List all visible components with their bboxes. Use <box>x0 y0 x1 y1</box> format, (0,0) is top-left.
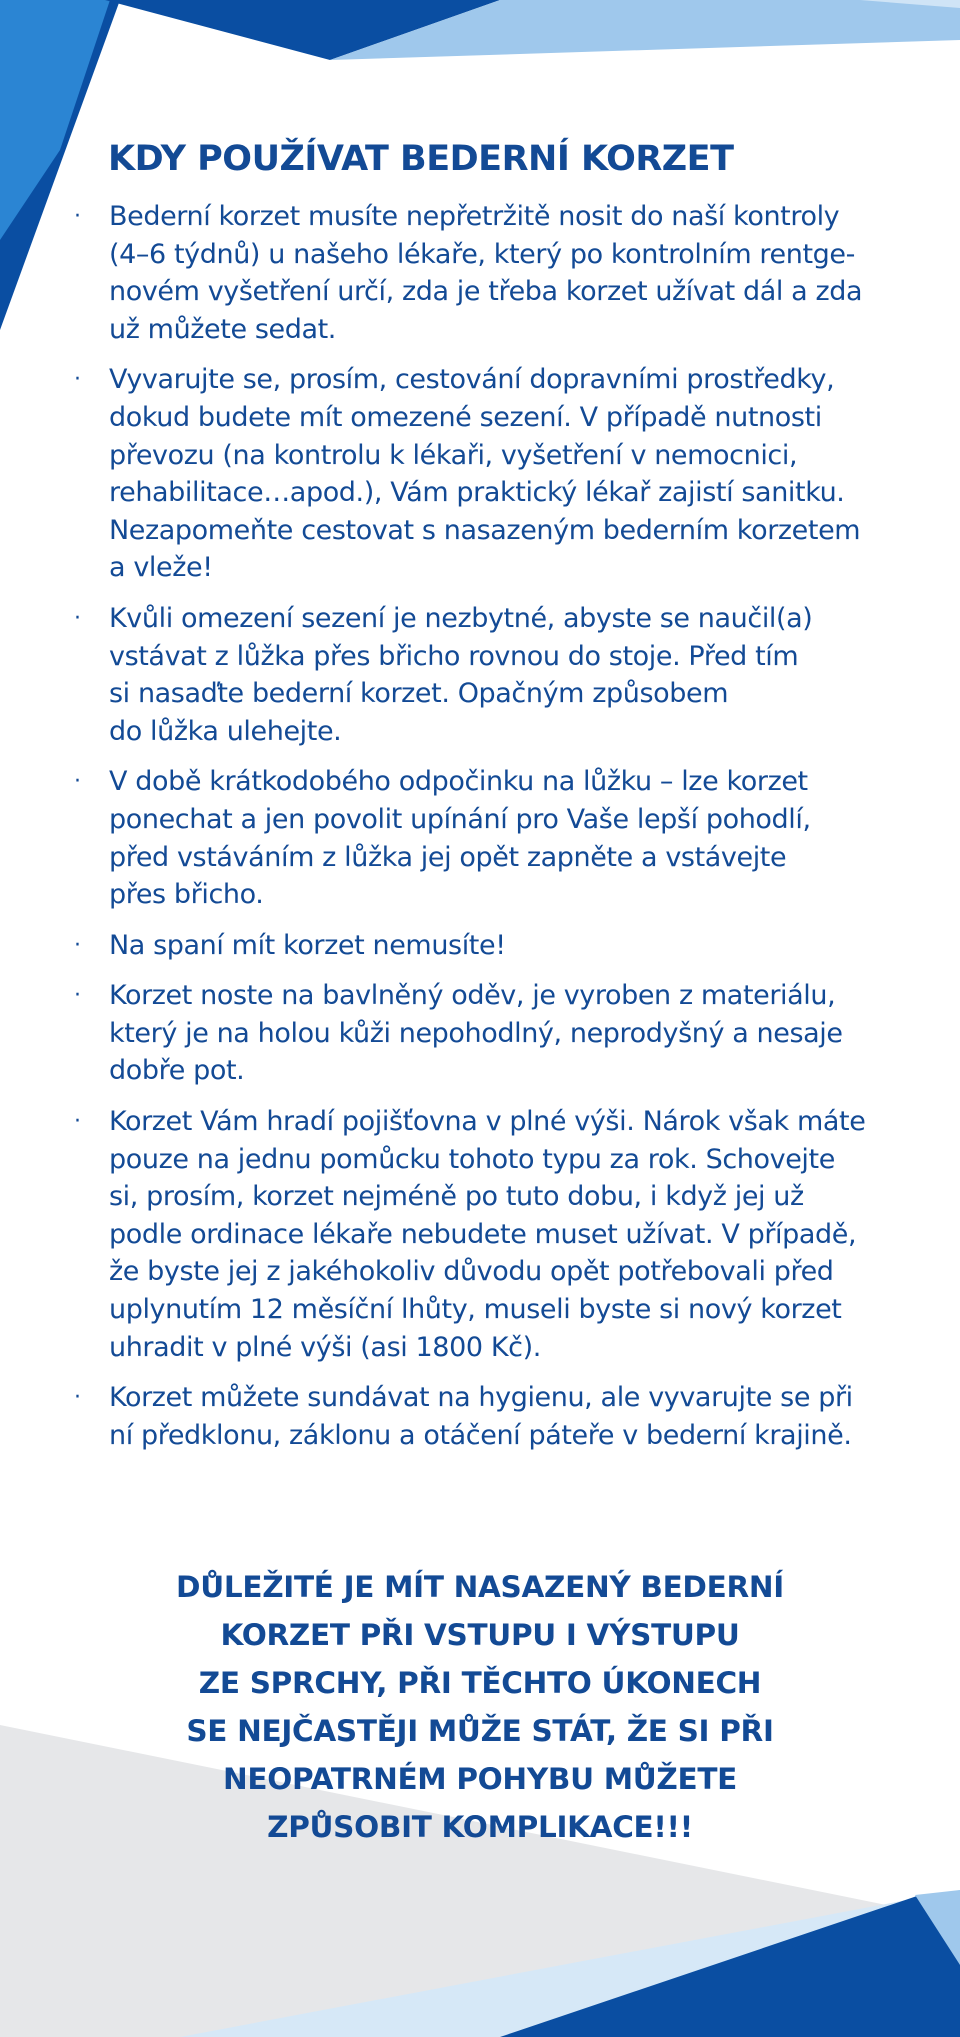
list-item <box>70 1379 890 1454</box>
bullet-marker-icon: · <box>74 769 81 795</box>
list-item <box>70 361 890 587</box>
list-item-text: Vyvarujte se, prosím, cestování dopravními prostředky, dokud budete mít omezené sezení. V případě nutnosti převozu (na kontrolu k lékaři, vyšetření v nemocnici, rehabilitace…apod.), Vám praktický lékař zajistí sanitku. Nezapomeňte cestovat s nasazeným bederním korzetem a vleže! <box>109 364 861 584</box>
bullet-marker-icon: · <box>74 204 81 229</box>
list-item-text: V době krátkodobého odpočinku na lůžku – lze korzet ponechat a jen povolit upínání pro Vaše lepší pohodlí, před vstáváním z lůžka jej opět zapněte a vstávejte přes břicho. <box>109 766 811 911</box>
list-item <box>70 927 890 965</box>
list-item <box>70 763 890 913</box>
list-item-text: Bederní korzet musíte nepřetržitě nosit do naší kontroly (4–6 týdnů) u našeho lékaře, který po kontrolním rentge- novém vyšetření určí, zda je třeba korzet užívat dál a zda už můžete sedat. <box>109 201 863 345</box>
list-item-text: Korzet můžete sundávat na hygienu, ale vyvarujte se při ní předklonu, záklonu a otáčení páteře v bederní krajině. <box>109 1382 853 1451</box>
list-item-text: Korzet Vám hradí pojišťovna v plné výši. Nárok však máte pouze na jednu pomůcku tohoto typu za rok. Schovejte si, prosím, korzet nejméně po tuto dobu, i když jej už podle ordinace lékaře nebudete muset užívat. V případě, že byste jej z jakéhokoliv důvodu opět potřebovali před uplynutím 12 měsíční lhůty, museli byste si nový korzet uhradit v plné výši (asi 1800 Kč). <box>109 1106 866 1363</box>
list-item-text: Na spaní mít korzet nemusíte! <box>109 929 506 961</box>
page-title: KDY POUŽÍVAT BEDERNÍ KORZET <box>108 139 734 179</box>
list-item <box>70 198 890 348</box>
bullet-marker-icon: · <box>74 605 81 631</box>
bullet-marker-icon: · <box>74 1109 81 1135</box>
list-item-text: Kvůli omezení sezení je nezbytné, abyste se naučil(a) vstávat z lůžka přes břicho rovnou do stoje. Před tím si nasaďte bederní korzet. Opačným způsobem do lůžka ulehejte. <box>109 602 813 747</box>
bullet-marker-icon: · <box>74 932 81 958</box>
instruction-list <box>70 198 890 1467</box>
bullet-marker-icon: · <box>74 367 81 393</box>
list-item-text: Korzet noste na bavlněný oděv, je vyroben z materiálu, který je na holou kůži nepohodlný, neprodyšný a nesaje dobře pot. <box>109 980 843 1087</box>
bullet-marker-icon: · <box>74 1385 81 1411</box>
important-notice: DŮLEŽITÉ JE MÍT NASAZENÝ BEDERNÍ KORZET PŘI VSTUPU I VÝSTUPU ZE SPRCHY, PŘI TĚCHTO ÚKONECH SE NEJČASTĚJI MŮŽE STÁT, ŽE SI PŘI NEOPATRNÉM POHYBU MŮŽETE ZPŮSOBIT KOMPLIKACE!!! <box>176 1570 784 1844</box>
list-item <box>70 977 890 1090</box>
bullet-marker-icon: · <box>74 983 81 1009</box>
list-item <box>70 600 890 750</box>
list-item <box>70 1103 890 1366</box>
